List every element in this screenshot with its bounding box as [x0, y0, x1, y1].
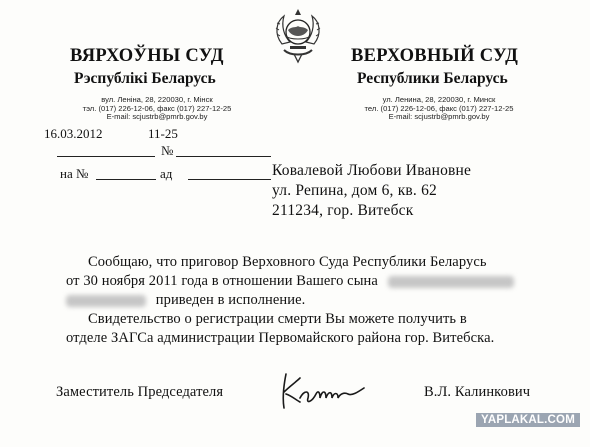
signer-position: Заместитель Председателя	[56, 384, 224, 400]
redacted-name	[388, 276, 514, 288]
body-paragraph1-line3-container	[66, 292, 305, 309]
to-number-underline	[96, 179, 156, 180]
handwritten-signature	[278, 368, 368, 412]
from-underline	[188, 179, 271, 180]
recipient-city: 211234, гор. Витебск	[272, 202, 414, 219]
letter-date: 16.03.2012	[44, 126, 103, 141]
phone-line: тэл. (017) 226-12-06, факс (017) 227-12-25	[82, 103, 232, 113]
court-title-russian: ВЕРХОВНЫЙ СУД	[351, 46, 519, 66]
body-paragraph1-line2: от 30 ноября 2011 года в отношении Вашего сына	[66, 273, 378, 289]
court-address-russian	[344, 96, 534, 122]
phone-line: тел. (017) 226-12-06, факс (017) 227-12-25	[364, 103, 514, 113]
letter-number: 11-25	[148, 126, 178, 141]
body-paragraph1-line2-container	[66, 273, 514, 290]
body-paragraph2-line1: Свидетельство о регистрации смерти Вы можете получить в	[88, 311, 467, 327]
court-subtitle-russian: Республики Беларусь	[357, 70, 508, 87]
body-paragraph2-line2: отделе ЗАГСа администрации Первомайского района гор. Витебска.	[66, 330, 495, 346]
body-paragraph1-line1: Сообщаю, что приговор Верховного Суда Республики Беларусь	[88, 254, 487, 270]
number-label: №	[161, 143, 174, 158]
signer-name: В.Л. Калинкович	[424, 384, 531, 400]
redacted-name	[66, 295, 146, 307]
address-line: ул. Ленина, 28, 220030, г. Минск	[382, 95, 496, 104]
court-subtitle-belarusian: Рэспублікі Беларусь	[74, 70, 216, 87]
number-underline	[176, 156, 271, 157]
recipient-name: Ковалевой Любови Ивановне	[272, 162, 472, 179]
site-watermark: YAPLAKAL.COM	[476, 413, 580, 427]
recipient-street: ул. Репина, дом 6, кв. 62	[272, 182, 437, 199]
from-label: ад	[160, 166, 173, 181]
court-title-belarusian: ВЯРХОЎНЫ СУД	[70, 46, 224, 66]
state-emblem-icon	[272, 6, 324, 64]
date-underline	[57, 156, 155, 157]
court-address-belarusian	[62, 96, 252, 122]
to-number-label: на №	[60, 166, 89, 181]
email-line: E-mail: scjustrb@pmrb.gov.by	[388, 112, 490, 121]
address-line: вул. Леніна, 28, 220030, г. Мінск	[101, 95, 213, 104]
body-paragraph1-line3: приведен в исполнение.	[155, 292, 306, 308]
email-line: E-mail: scjustrb@pmrb.gov.by	[106, 112, 208, 121]
